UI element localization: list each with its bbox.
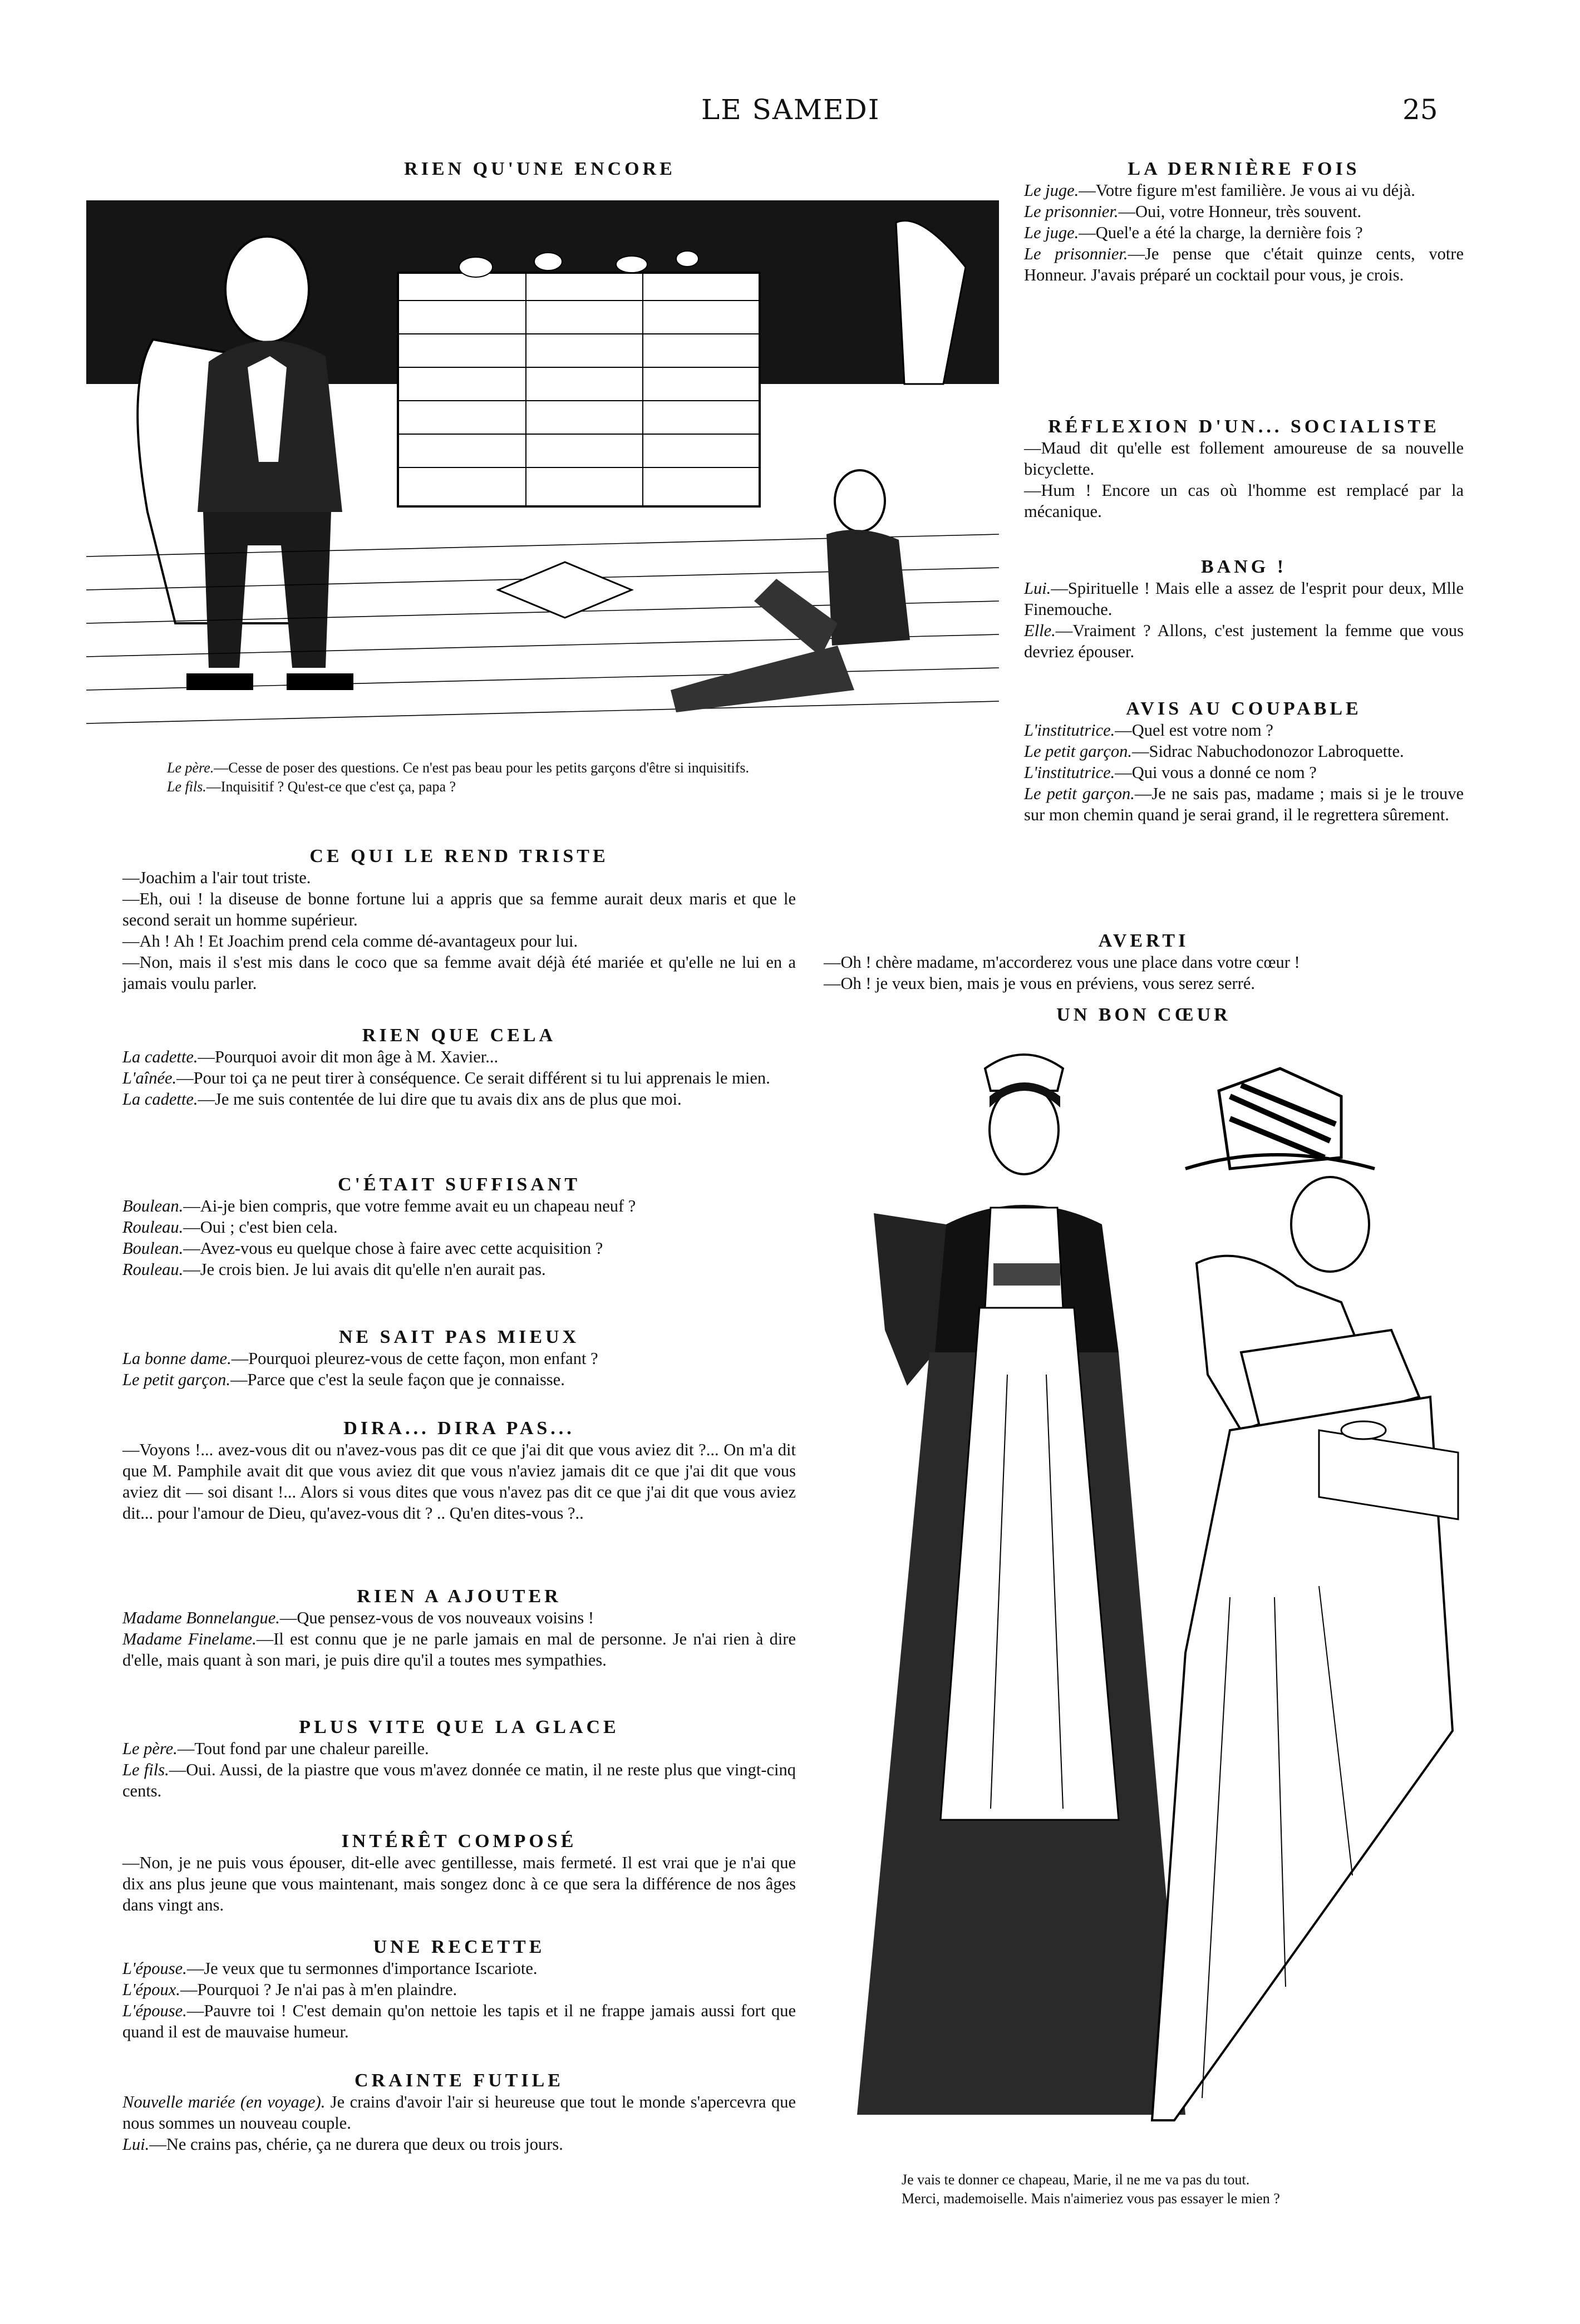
dialogue-line: Madame Finelame.—Il est connu que je ne parle jamais en mal de personne. Je n'ai rien à dire d'elle, mais quant à son mari, je puis dire qu'il a toutes mes sympathies. <box>122 1629 796 1670</box>
dialogue-line: —Non, mais il s'est mis dans le coco que sa femme avait déjà été mariée et qu'elle ne lui en a jamais voulu parler. <box>122 953 796 993</box>
dialogue-line: Le prisonnier.—Je pense que c'était quinze cents, votre Honneur. J'avais préparé un cocktail pour vous, je crois. <box>1024 244 1464 284</box>
dialogue-line: —Eh, oui ! la diseuse de bonne fortune lui a appris que sa femme aurait deux maris et que le second serait un homme supérieur. <box>122 889 796 929</box>
dialogue-line: —Oh ! je veux bien, mais je vous en préviens, vous serez serré. <box>824 974 1255 993</box>
illustration-maid-and-lady <box>840 1041 1464 2159</box>
dialogue-line: Le fils.—Oui. Aussi, de la piastre que vous m'avez donnée ce matin, il ne reste plus que vingt-cinq cents. <box>122 1760 796 1800</box>
caption-speaker: Le père. <box>167 760 214 776</box>
dialogue-line: L'aînée.—Pour toi ça ne peut tirer à conséquence. Ce serait différent si tu lui apprenais le mien. <box>122 1069 770 1087</box>
dialogue-line: Boulean.—Ai-je bien compris, que votre femme avait eu un chapeau neuf ? <box>122 1197 636 1215</box>
dialogue-line: —Oh ! chère madame, m'accorderez vous une place dans votre cœur ! <box>824 953 1300 972</box>
article-title: RÉFLEXION D'UN... SOCIALISTE <box>1048 416 1440 437</box>
dialogue-line: Le père.—Tout fond par une chaleur pareille. <box>122 1739 429 1758</box>
article-dira-dira-pas <box>122 1418 796 1524</box>
article-title: NE SAIT PAS MIEUX <box>338 1327 580 1347</box>
dialogue-line: Le juge.—Votre figure m'est familière. Je vous ai vu déjà. <box>1024 181 1415 200</box>
dialogue-line: L'épouse.—Je veux que tu sermonnes d'importance Iscariote. <box>122 1959 538 1978</box>
article-title: PLUS VITE QUE LA GLACE <box>299 1717 619 1737</box>
dialogue-line: Le petit garçon.—Sidrac Nabuchodonozor Labroquette. <box>1024 742 1404 761</box>
dialogue-line: —Hum ! Encore un cas où l'homme est remplacé par la mécanique. <box>1024 481 1464 521</box>
illustration-title: RIEN QU'UNE ENCORE <box>404 159 676 179</box>
dialogue-line: —Ah ! Ah ! Et Joachim prend cela comme dé-avantageux pour lui. <box>122 932 578 951</box>
article-title: DIRA... DIRA PAS... <box>343 1418 575 1439</box>
dialogue-line: Lui.—Ne crains pas, chérie, ça ne durera que deux ou trois jours. <box>122 2135 563 2154</box>
dialogue-line: —Voyons !... avez-vous dit ou n'avez-vous pas dit ce que j'ai dit que vous aviez dit ?... On m'a dit que M. Pamphile avait dit que vous aviez dit que vous n'aviez jamais dit ce que j'ai dit que vous aviez dit — soi disant !... Alors si vous dites que vous n'avez pas dit ce que j'ai dit que vous aviez dit... pour l'amour de Dieu, qu'avez-vous dit ? .. Qu'en dites-vous ?.. <box>122 1440 796 1523</box>
article-title: RIEN QUE CELA <box>362 1025 557 1046</box>
article-ne-sait-pas-mieux <box>122 1327 796 1390</box>
article-title: BANG ! <box>1200 557 1287 577</box>
article-plus-vite-que-la-glace <box>122 1717 796 1801</box>
dialogue-line: —Non, je ne puis vous épouser, dit-elle avec gentillesse, mais fermeté. Il est vrai que je n'ai que dix ans plus jeune que vous maintenant, mais songez donc à ce que sera la différence de nos âges dans vingt ans. <box>122 1853 796 1914</box>
dialogue-line: Boulean.—Avez-vous eu quelque chose à faire avec cette acquisition ? <box>122 1239 603 1258</box>
dialogue-line: Rouleau.—Oui ; c'est bien cela. <box>122 1218 338 1237</box>
dialogue-line: L'époux.—Pourquoi ? Je n'ai pas à m'en plaindre. <box>122 1980 457 1999</box>
article-interet-compose <box>122 1831 796 1916</box>
dialogue-line: Le petit garçon.—Parce que c'est la seule façon que je connaisse. <box>122 1370 565 1389</box>
article-une-recette <box>122 1937 796 2042</box>
caption-line: Merci, mademoiselle. Mais n'aimeriez vous pas essayer le mien ? <box>902 2190 1280 2207</box>
illustration-father-and-son <box>86 200 999 746</box>
dialogue-line: —Maud dit qu'elle est follement amoureuse de sa nouvelle bicyclette. <box>1024 439 1464 479</box>
article-title: UNE RECETTE <box>373 1937 545 1957</box>
article-title: CRAINTE FUTILE <box>355 2070 564 2091</box>
dialogue-line: L'institutrice.—Quel est votre nom ? <box>1024 721 1273 740</box>
page-number: 25 <box>1402 93 1438 126</box>
dialogue-line: Lui.—Spirituelle ! Mais elle a assez de l'esprit pour deux, Mlle Finemouche. <box>1024 579 1464 619</box>
article-title: AVIS AU COUPABLE <box>1126 698 1362 719</box>
dialogue-line: La cadette.—Pourquoi avoir dit mon âge à M. Xavier... <box>122 1047 499 1066</box>
article-title: LA DERNIÈRE FOIS <box>1128 159 1360 179</box>
dialogue-line: Elle.—Vraiment ? Allons, c'est justement la femme que vous devriez épouser. <box>1024 621 1464 661</box>
masthead: LE SAMEDI <box>701 93 880 126</box>
dialogue-line: Nouvelle mariée (en voyage). Je crains d'avoir l'air si heureuse que tout le monde s'apercevra que nous sommes un nouveau couple. <box>122 2092 796 2133</box>
dialogue-line: Le juge.—Quel'e a été la charge, la dernière fois ? <box>1024 223 1363 242</box>
dialogue-line: Rouleau.—Je crois bien. Je lui avais dit qu'elle n'en aurait pas. <box>122 1260 546 1279</box>
article-averti <box>824 930 1464 994</box>
article-title: RIEN A AJOUTER <box>357 1586 562 1607</box>
illustration-caption <box>167 759 1002 796</box>
article-cetait-suffisant <box>122 1174 796 1280</box>
article-title: C'ÉTAIT SUFFISANT <box>337 1174 581 1195</box>
article-title: INTÉRÊT COMPOSÉ <box>341 1831 577 1852</box>
caption-line: Le père.—Cesse de poser des questions. Ce n'est pas beau pour les petits garçons d'être si inquisitifs. <box>167 760 750 776</box>
article-bang <box>1024 557 1464 662</box>
dialogue-line: Le petit garçon.—Je ne sais pas, madame ; mais si je le trouve sur mon chemin quand je serai grand, il le regrettera sûrement. <box>1024 784 1464 824</box>
article-crainte-futile <box>122 2070 796 2155</box>
illustration-caption <box>902 2170 1458 2208</box>
article-reflexion-dun-socialiste <box>1024 416 1464 522</box>
caption-line: Le fils.—Inquisitif ? Qu'est-ce que c'est ça, papa ? <box>167 779 456 795</box>
article-rien-que-cela <box>122 1025 796 1110</box>
dialogue-line: —Joachim a l'air tout triste. <box>122 868 311 887</box>
article-la-derniere-fois <box>1024 159 1464 285</box>
article-title: CE QUI LE REND TRISTE <box>309 846 609 866</box>
dialogue-line: Madame Bonnelangue.—Que pensez-vous de vos nouveaux voisins ! <box>122 1608 594 1627</box>
caption-line: Je vais te donner ce chapeau, Marie, il ne me va pas du tout. <box>902 2172 1250 2188</box>
illustration-title: UN BON CŒUR <box>1056 1005 1231 1025</box>
article-title: AVERTI <box>1098 930 1189 951</box>
dialogue-line: La bonne dame.—Pourquoi pleurez-vous de cette façon, mon enfant ? <box>122 1349 598 1368</box>
article-ce-qui-le-rend-triste <box>122 846 796 994</box>
caption-speaker: Le fils. <box>167 779 206 795</box>
dialogue-line: L'épouse.—Pauvre toi ! C'est demain qu'on nettoie les tapis et il ne frappe jamais aussi fort que quand il est de mauvaise humeur. <box>122 2001 796 2041</box>
dialogue-line: Le prisonnier.—Oui, votre Honneur, très souvent. <box>1024 202 1362 221</box>
article-rien-a-ajouter <box>122 1586 796 1671</box>
article-avis-au-coupable <box>1024 698 1464 825</box>
dialogue-line: L'institutrice.—Qui vous a donné ce nom ? <box>1024 763 1317 782</box>
dialogue-line: La cadette.—Je me suis contentée de lui dire que tu avais dix ans de plus que moi. <box>122 1090 682 1109</box>
